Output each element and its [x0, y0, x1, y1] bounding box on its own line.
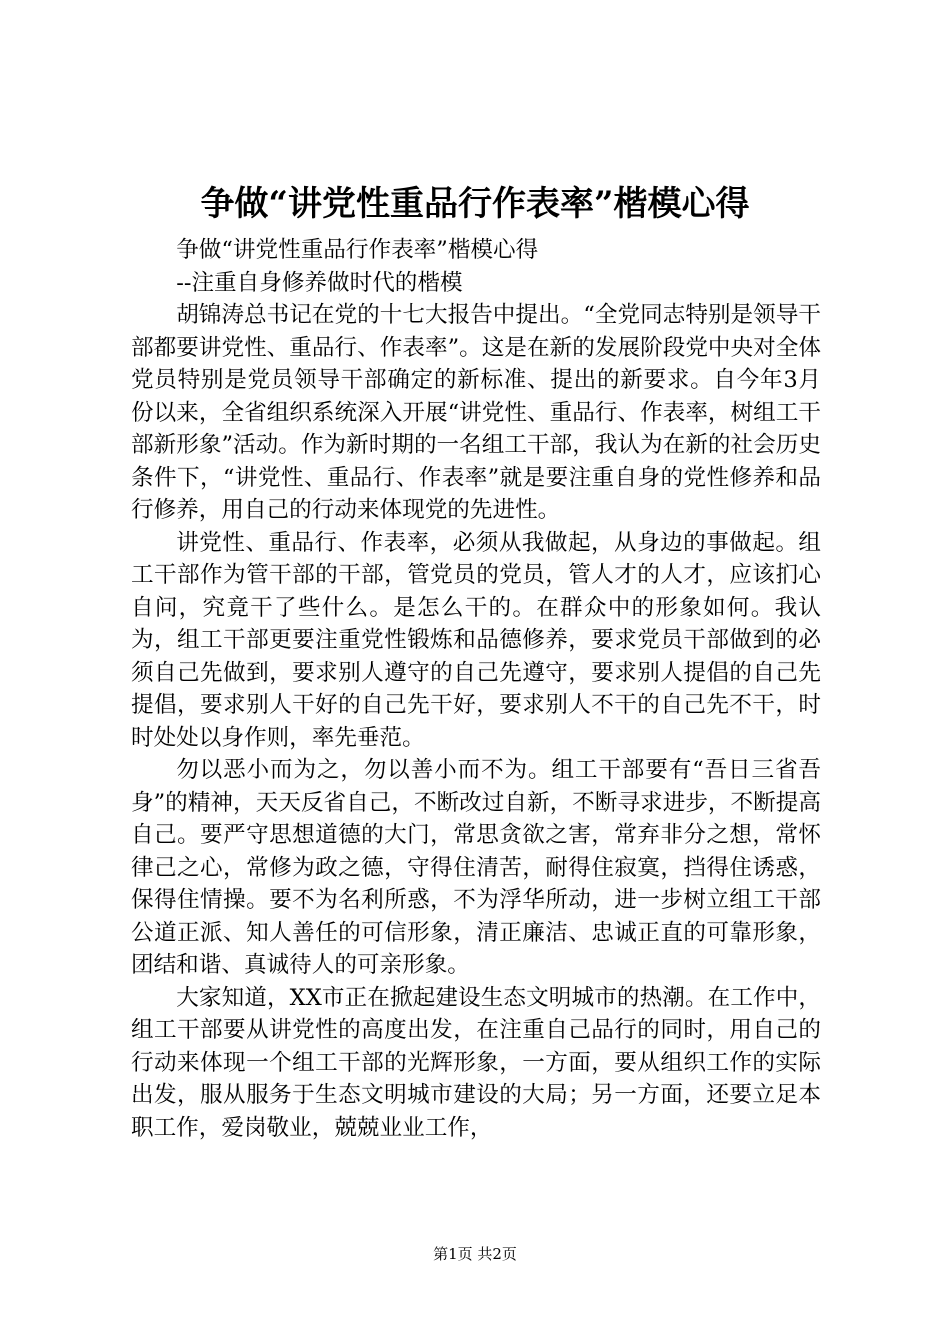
document-body [131, 234, 821, 1144]
paragraph-2: 讲党性、重品行、作表率，必须从我做起，从身边的事做起。组工干部作为管干部的干部，管党员的党员，管人才的人才，应该扪心自问，究竟干了些什么。是怎么干的。在群众中的形象如何。我认为，组工干部更要注重党性锻炼和品德修养，要求党员干部做到的必须自己先做到，要求别人遵守的自己先遵守，要求别人提倡的自己先提倡，要求别人干好的自己先干好，要求别人不干的自己先不干，时时处处以身作则，率先垂范。 [131, 529, 821, 751]
paragraph-4: 大家知道，XX市正在掀起建设生态文明城市的热潮。在工作中，组工干部要从讲党性的高度出发，在注重自己品行的同时，用自己的行动来体现一个组工干部的光辉形象，一方面，要从组织工作的实际出发，服从服务于生态文明城市建设的大局；另一方面，还要立足本职工作，爱岗敬业，兢兢业业工作， [131, 984, 821, 1141]
document-title: 争做“讲党性重品行作表率”楷模心得 [200, 184, 750, 224]
paragraph-1: 胡锦涛总书记在党的十七大报告中提出。“全党同志特别是领导干部都要讲党性、重品行、作表率”。这是在新的发展阶段党中央对全体党员特别是党员领导干部确定的新标准、提出的新要求。自今年3月份以来，全省组织系统深入开展“讲党性、重品行、作表率，树组工干部新形象”活动。作为新时期的一名组工干部，我认为在新的社会历史条件下，“讲党性、重品行、作表率”就是要注重自身的党性修养和品行修养，用自己的行动来体现党的先进性。 [131, 302, 821, 523]
subheading-line: --注重自身修养做时代的楷模 [176, 269, 463, 296]
page-number-footer: 第1页 共2页 [433, 1245, 517, 1263]
subtitle-line: 争做“讲党性重品行作表率”楷模心得 [176, 237, 539, 263]
paragraph-3: 勿以恶小而为之，勿以善小而不为。组工干部要有“吾日三省吾身”的精神，天天反省自己，不断改过自新，不断寻求进步，不断提高自己。要严守思想道德的大门，常思贪欲之害，常弃非分之想，常怀律己之心，常修为政之德，守得住清苦，耐得住寂寞，挡得住诱惑，保得住情操。要不为名利所惑，不为浮华所动，进一步树立组工干部公道正派、知人善任的可信形象，清正廉洁、忠诚正直的可靠形象，团结和谐、真诚待人的可亲形象。 [131, 757, 821, 978]
